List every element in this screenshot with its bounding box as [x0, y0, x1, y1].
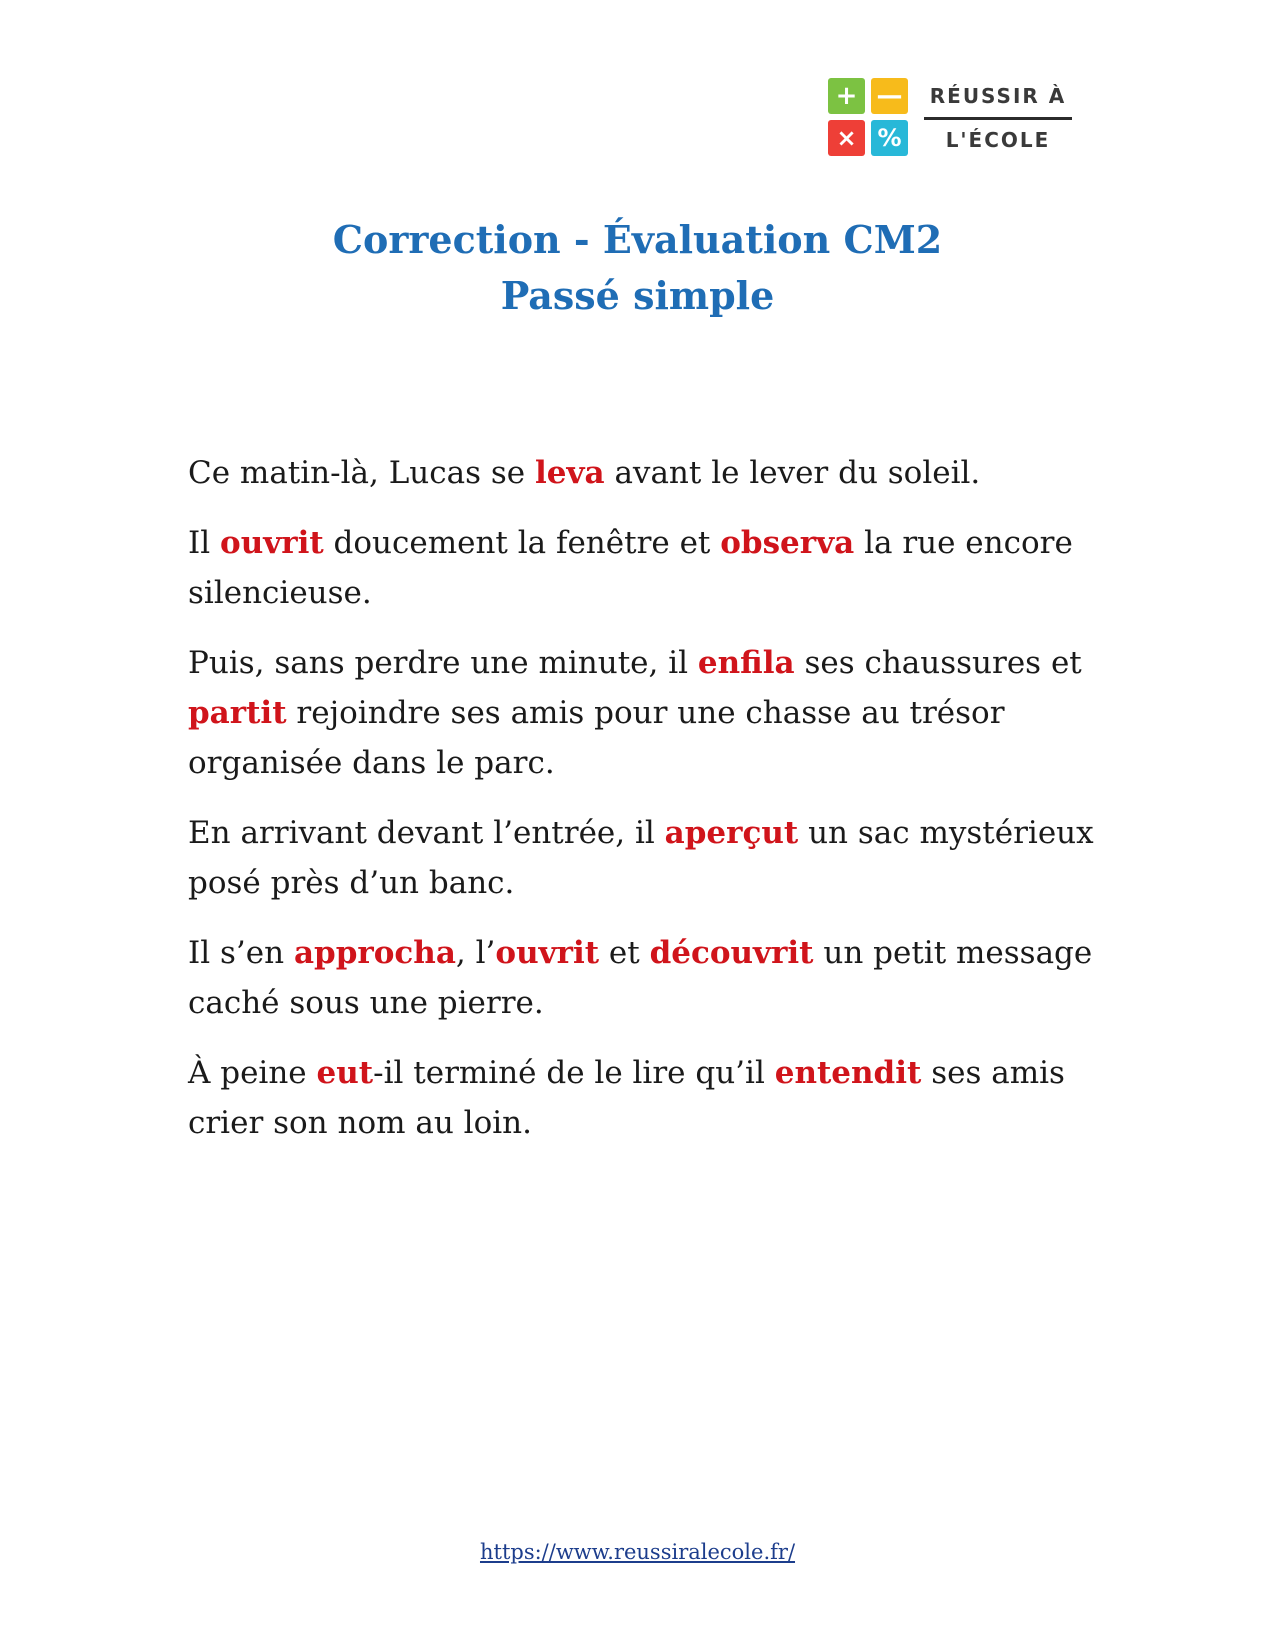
text-segment: avant le lever du soleil. — [604, 455, 981, 491]
times-icon: × — [828, 120, 865, 156]
paragraph-4 — [188, 808, 1100, 908]
title-line-2: Passé simple — [500, 273, 775, 318]
logo-grid — [828, 78, 910, 158]
paragraph-6 — [188, 1048, 1100, 1148]
verb-highlight: partit — [188, 695, 287, 731]
text-segment: , l’ — [455, 935, 496, 971]
text-segment: ses amis crier son nom au loin. — [188, 1055, 1065, 1141]
correction-text — [188, 448, 1100, 1168]
text-segment: -il terminé de le lire qu’il — [373, 1055, 775, 1091]
paragraph-1 — [188, 448, 1100, 498]
verb-highlight: aperçut — [664, 815, 799, 851]
logo-divider — [924, 117, 1072, 120]
percent-icon: % — [871, 120, 908, 156]
website-link[interactable]: https://www.reussiralecole.fr/ — [479, 1540, 796, 1564]
plus-icon: + — [828, 78, 865, 114]
text-segment: Il — [188, 525, 221, 561]
verb-highlight: leva — [534, 455, 605, 491]
verb-highlight: ouvrit — [495, 935, 600, 971]
paragraph-2 — [188, 518, 1100, 618]
verb-highlight: enfila — [697, 645, 795, 681]
text-segment: et — [599, 935, 650, 971]
logo-wordmark — [924, 78, 1072, 158]
paragraph-5 — [188, 928, 1100, 1028]
text-segment: En arrivant devant l’entrée, il — [188, 815, 665, 851]
text-segment: Ce matin-là, Lucas se — [188, 455, 535, 491]
text-segment: doucement la fenêtre et — [323, 525, 721, 561]
paragraph-3 — [188, 638, 1100, 788]
verb-highlight: eut — [316, 1055, 374, 1091]
verb-highlight: ouvrit — [220, 525, 324, 561]
text-segment: un sac mystérieux posé près d’un banc. — [188, 815, 1094, 901]
text-segment: Puis, sans perdre une minute, il — [188, 645, 698, 681]
page-title — [0, 212, 1275, 324]
logo-line-2: L'ÉCOLE — [945, 128, 1051, 152]
text-segment: un petit message caché sous une pierre. — [188, 935, 1093, 1021]
text-segment: ses chaussures et — [794, 645, 1082, 681]
logo-line-1: RÉUSSIR À — [929, 84, 1067, 108]
text-segment: la rue encore silencieuse. — [188, 525, 1073, 611]
verb-highlight: entendit — [774, 1055, 922, 1091]
verb-highlight: découvrit — [649, 935, 814, 971]
logo — [828, 78, 1078, 158]
text-segment: À peine — [188, 1055, 317, 1091]
verb-highlight: approcha — [293, 935, 456, 971]
minus-icon: — — [871, 78, 908, 114]
text-segment: Il s’en — [188, 935, 294, 971]
title-line-1: Correction - Évaluation CM2 — [332, 217, 943, 262]
text-segment: rejoindre ses amis pour une chasse au trésor organisée dans le parc. — [188, 695, 1005, 781]
verb-highlight: observa — [720, 525, 855, 561]
footer — [0, 1540, 1275, 1564]
